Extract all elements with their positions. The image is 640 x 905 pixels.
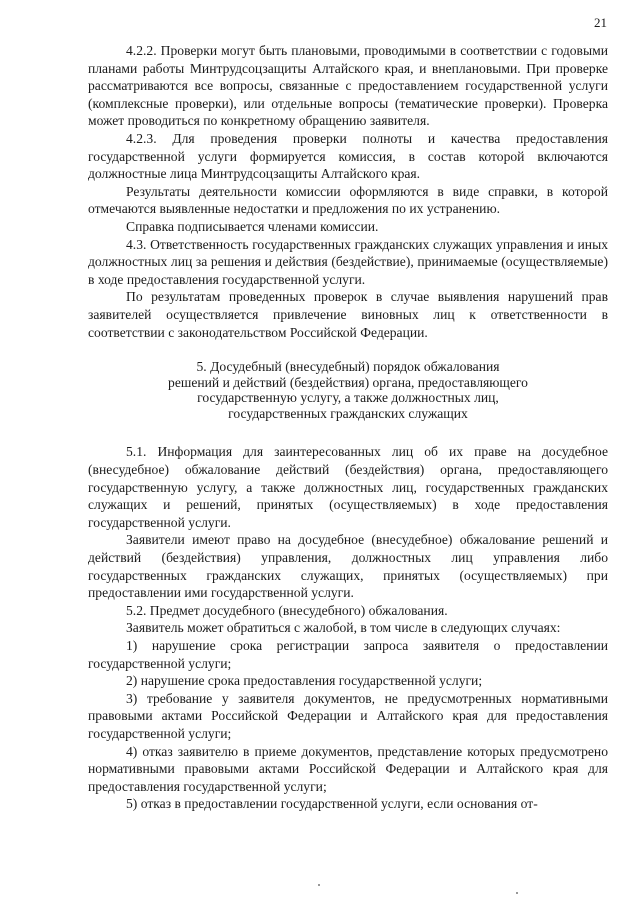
list-item-3: 3) требование у заявителя документов, не предусмотренных нормативными правовыми актами Российской Федерации и Алтайского края для предоставления государственной услуги; (88, 690, 608, 741)
paragraph-4-2-2: 4.2.2. Проверки могут быть плановыми, проводимыми в соответствии с годовыми планами работы Минтрудсоцзащиты Алтайского края, и внеплановыми. При проверке рассматриваются все вопросы, связанные с предоставлением государственной услуги (комплексные проверки), или отдельные вопросы (тематические проверки). Проверка может проводиться по конкретному обращению заявителя. (88, 43, 608, 129)
paragraph-certificate-signed: Справка подписывается членами комиссии. (126, 218, 379, 234)
paragraph-4-2-3: 4.2.3. Для проведения проверки полноты и качества предоставления государственной услуги формируется комиссия, в состав которой включаются должностные лица Минтрудсоцзащиты Алтайского края. (88, 130, 608, 182)
paragraph-5-1: 5.1. Информация для заинтересованных лиц об их праве на досудебное (внесудебное) обжалование действий (бездействия) органа, предоставляющего государственную услугу, а также должностных лиц, государственных гражданских служащих и решений, принятых (осуществляемых) в ходе предоставления государственной услуги. (88, 444, 608, 530)
paragraph-liability: По результатам проведенных проверок в случае выявления нарушений прав заявителей осуществляется привлечение виновных лиц к ответственности в соответствии с законодательством Российской Федерации. (88, 289, 608, 340)
document-body (88, 42, 608, 813)
heading-line: государственную услугу, а также должностных лиц, (197, 390, 499, 406)
page-number: 21 (594, 15, 607, 30)
list-item-2: 2) нарушение срока предоставления государственной услуги; (126, 673, 483, 689)
paragraph-commission-results: Результаты деятельности комиссии оформляются в виде справки, в которой отмечаются выявленные недостатки и предложения по их устранению. (88, 183, 608, 217)
heading-line: государственных гражданских служащих (228, 405, 468, 421)
paragraph-5-2: 5.2. Предмет досудебного (внесудебного) обжалования. (126, 602, 448, 618)
section-5-heading (88, 359, 608, 421)
list-item-1: 1) нарушение срока регистрации запроса заявителя о предоставлении государственной услуги; (88, 638, 608, 671)
paragraph-appeal-right: Заявители имеют право на досудебное (внесудебное) обжалование решений и действий (бездействия) управления, должностных лиц управления либо государственных гражданских служащих, принятых (осуществляемых) при предоставлении ими государственной услуги. (88, 532, 608, 601)
paragraph-complaint-cases: Заявитель может обратиться с жалобой, в том числе в следующих случаях: (126, 620, 561, 636)
heading-line: 5. Досудебный (внесудебный) порядок обжалования (196, 359, 500, 375)
heading-line: решений и действий (бездействия) органа, предоставляющего (168, 374, 528, 390)
scan-speck (318, 884, 320, 886)
list-item-5: 5) отказ в предоставлении государственной услуги, если основания от- (126, 796, 538, 812)
scan-speck (516, 892, 518, 894)
paragraph-4-3: 4.3. Ответственность государственных гражданских служащих управления и иных должностных лиц за решения и действия (бездействие), принимаемые (осуществляемые) в ходе предоставления государственной услуги. (88, 236, 608, 287)
list-item-4: 4) отказ заявителю в приеме документов, представление которых предусмотрено нормативными правовыми актами Российской Федерации и Алтайского края для предоставления государственной услуги; (88, 743, 608, 794)
